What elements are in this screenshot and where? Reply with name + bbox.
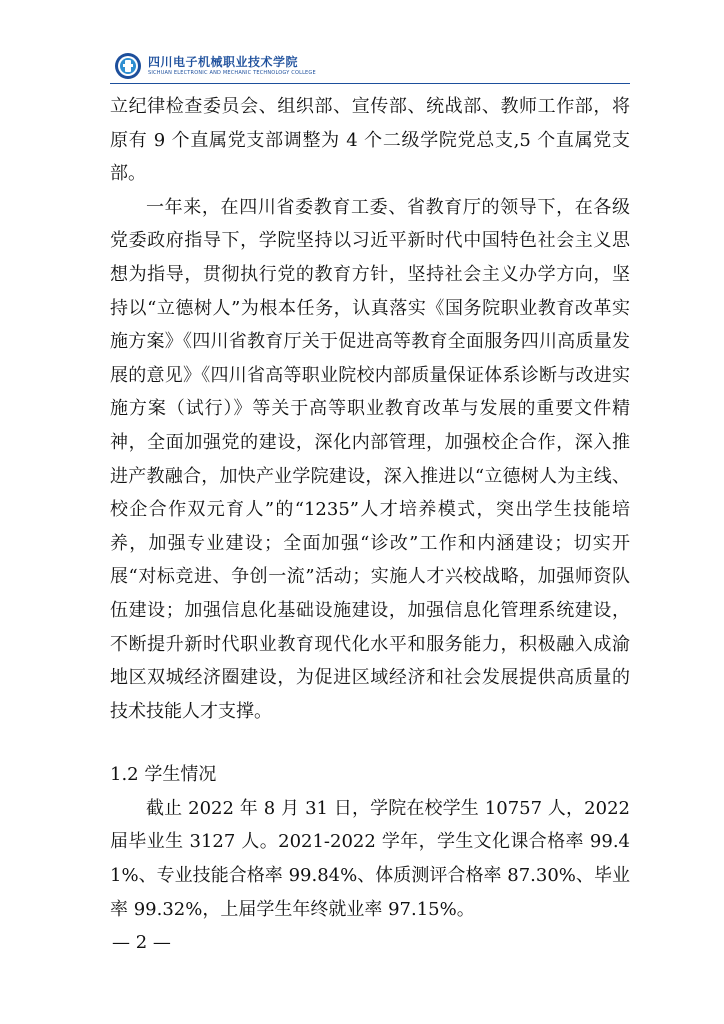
header-divider	[110, 83, 630, 84]
section-heading: 1.2 学生情况	[110, 764, 217, 786]
paragraph-overview: 一年来，在四川省委教育工委、省教育厅的领导下，在各级党委政府指导下，学院坚持以习近平新时代中国特色社会主义思想为指导，贯彻执行党的教育方针，坚持社会主义办学方向，坚持以“立德树人”为根本任务，认真落实《国务院职业教育改革实施方案》《四川省教育厅关于促进高等教育全面服务四川高质量发展的意见》《四川省高等职业院校内部质量保证体系诊断与改进实施方案（试行）》等关于高等职业教育改革与发展的重要文件精神，全面加强党的建设，深化内部管理，加强校企合作，深入推进产教融合，加快产业学院建设，深入推进以“立德树人为主线、校企合作双元育人”的“1235”人才培养模式，突出学生技能培养，加强专业建设；全面加强“诊改”工作和内涵建设；切实开展“对标竞进、争创一流”活动；实施人才兴校战略，加强师资队伍建设；加强信息化基础设施建设，加强信息化管理系统建设，不断提升新时代职业教育现代化水平和服务能力，积极融入成渝地区双城经济圈建设，为促进区域经济和社会发展提供高质量的技术技能人才支撑。	[110, 196, 630, 722]
college-name-cn: 四川电子机械职业技术学院	[148, 55, 299, 69]
page-header	[110, 50, 630, 86]
page-number: — 2 —	[112, 932, 171, 953]
paragraph-continuation: 立纪律检查委员会、组织部、宣传部、统战部、教师工作部，将原有 9 个直属党支部调整为 4 个二级学院党总支,5 个直属党支部。	[110, 96, 630, 185]
paragraph-student-stats: 截止 2022 年 8 月 31 日，学院在校学生 10757 人，2022 届毕业生 3127 人。2021-2022 学年，学生文化课合格率 99.41%、专业技能合格率 99.84%、体质测评合格率 87.30%、毕业率 99.32%，上届学生年终就业率 97.15%。	[110, 797, 630, 920]
college-name-en: SICHUAN ELECTRONIC AND MECHANIC TECHNOLOGY COLLEGE	[148, 70, 316, 76]
document-body	[110, 90, 630, 926]
college-emblem-icon	[114, 52, 142, 80]
